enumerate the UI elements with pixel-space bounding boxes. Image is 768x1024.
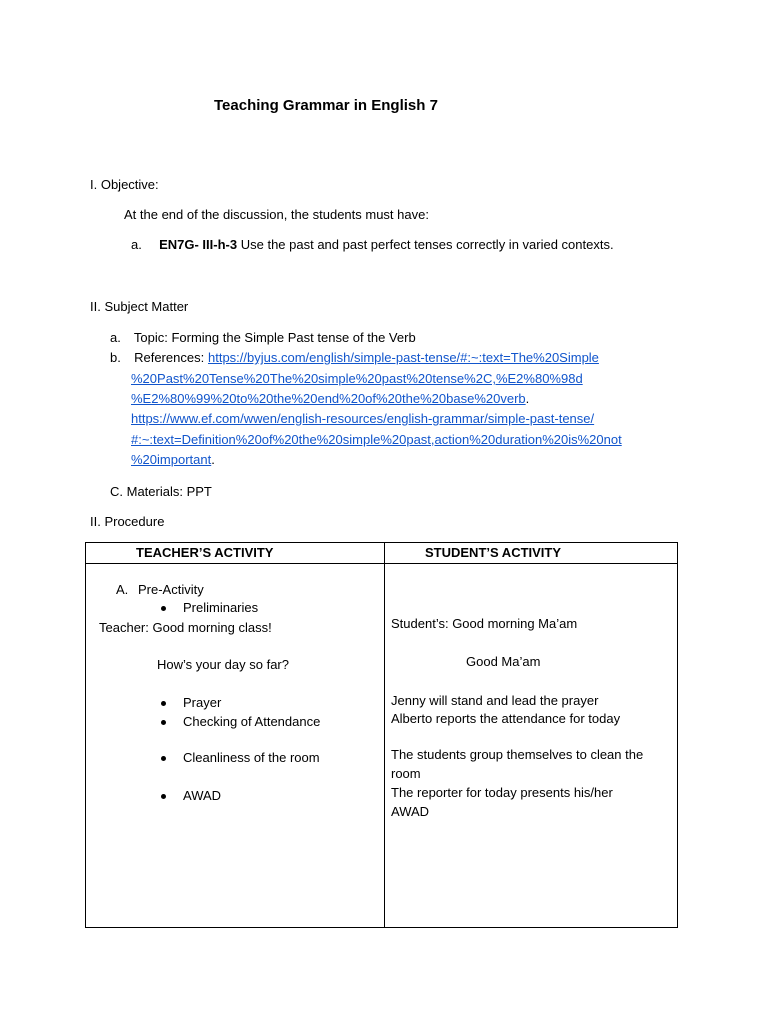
student-clean-line: room: [391, 766, 421, 781]
subject-matter-heading: II. Subject Matter: [90, 299, 189, 314]
awad-label: AWAD: [183, 788, 222, 803]
cleanliness-label: Cleanliness of the room: [183, 750, 320, 765]
teacher-greeting: Teacher: Good morning class!: [99, 620, 272, 635]
list-marker: b.: [110, 350, 121, 365]
student-column-label: STUDENT’S ACTIVITY: [425, 545, 562, 560]
topic-item: [110, 330, 416, 345]
list-marker: A.: [116, 582, 129, 597]
student-awad-line: The reporter for today presents his/her: [391, 785, 613, 800]
table-row: [86, 564, 678, 928]
attendance-label: Checking of Attendance: [183, 714, 321, 729]
list-marker: a.: [110, 330, 121, 345]
bullet-icon: [161, 756, 166, 761]
topic-text: Forming the Simple Past tense of the Verb: [167, 330, 416, 345]
student-column-header: [385, 543, 678, 564]
objective-item: [131, 237, 614, 252]
pre-activity-label: Pre-Activity: [138, 582, 204, 597]
table-header-row: [86, 543, 678, 564]
reference-line: [131, 391, 529, 406]
topic-label: Topic:: [133, 330, 168, 345]
reference-period: .: [525, 391, 530, 406]
preliminaries-label: Preliminaries: [183, 600, 259, 615]
reference-link-1[interactable]: %20Past%20Tense%20The%20simple%20past%20tense%2C,%E2%80%98d: [131, 371, 583, 386]
page-title: Teaching Grammar in English 7: [214, 97, 438, 114]
references-label: References:: [134, 350, 205, 365]
procedure-heading: II. Procedure: [90, 514, 165, 529]
competency-code: EN7G- III-h-3: [159, 237, 238, 252]
student-prayer: Jenny will stand and lead the prayer: [391, 693, 599, 708]
student-awad-line: AWAD: [391, 804, 430, 819]
reference-line: [131, 452, 215, 467]
prayer-label: Prayer: [183, 695, 222, 710]
reference-link-1[interactable]: https://byjus.com/english/simple-past-tense/#:~:text=The%20Simple: [208, 350, 599, 365]
materials: C. Materials: PPT: [110, 484, 212, 499]
student-answer: Good Ma’am: [466, 654, 541, 669]
student-attendance: Alberto reports the attendance for today: [391, 711, 621, 726]
reference-link-2[interactable]: https://www.ef.com/wwen/english-resources/english-grammar/simple-past-tense/: [131, 411, 595, 426]
objective-text: Use the past and past perfect tenses correctly in varied contexts.: [237, 237, 614, 252]
reference-link-1[interactable]: %E2%80%99%20to%20the%20end%20of%20the%20base%20verb: [131, 391, 526, 406]
reference-link-2[interactable]: #:~:text=Definition%20of%20the%20simple%20past,action%20duration%20is%20not: [131, 432, 622, 447]
activity-table: [85, 542, 678, 928]
student-clean-line: The students group themselves to clean the: [391, 747, 644, 762]
objective-intro: At the end of the discussion, the students must have:: [124, 207, 429, 222]
teacher-question: How’s your day so far?: [157, 657, 289, 672]
teacher-activity-cell: [86, 564, 385, 928]
student-greeting: Student’s: Good morning Ma’am: [391, 616, 578, 631]
reference-link-2[interactable]: %20important: [131, 452, 212, 467]
teacher-column-label: TEACHER’S ACTIVITY: [136, 545, 274, 560]
bullet-icon: [161, 794, 166, 799]
bullet-icon: [161, 701, 166, 706]
list-marker: a.: [131, 237, 142, 252]
student-activity-cell: [385, 564, 678, 928]
bullet-icon: [161, 606, 166, 611]
reference-period: .: [211, 452, 215, 467]
bullet-icon: [161, 720, 166, 725]
teacher-column-header: [86, 543, 385, 564]
references-item: [110, 350, 204, 365]
objective-heading: I. Objective:: [90, 177, 159, 192]
